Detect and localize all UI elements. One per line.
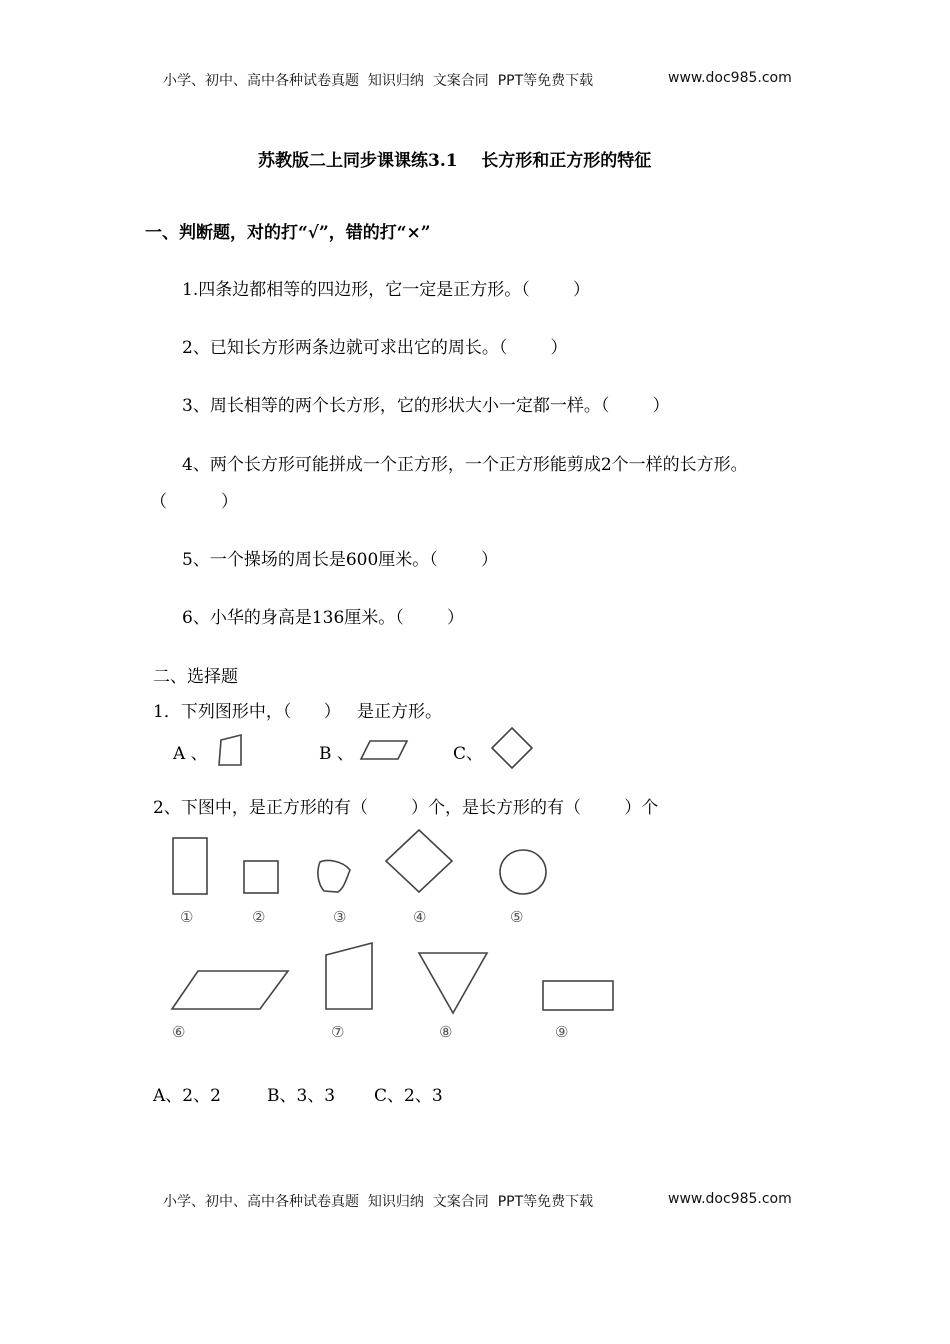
figure-4-diamond: [385, 829, 453, 893]
figure-label-3: ③: [333, 908, 347, 926]
option-c-diamond-shape: [491, 727, 533, 769]
option-b-parallelogram-shape: [360, 740, 408, 760]
figure-label-1: ①: [180, 908, 194, 926]
section1-heading: 一、判断题，对的打“√”，错的打“×”: [145, 223, 431, 243]
figure-5-circle: [498, 848, 548, 896]
figure-8-triangle: [417, 951, 489, 1015]
footer-url: www.doc985.com: [668, 1191, 792, 1207]
option-a-trapezoid-shape: [217, 734, 243, 766]
section2-heading: 二、选择题: [153, 667, 238, 687]
figure-label-5: ⑤: [510, 908, 524, 926]
figure-3-irregular-shape: [316, 858, 354, 894]
figure-6-parallelogram: [170, 969, 290, 1011]
option-a-label: A 、: [173, 744, 208, 764]
question-1-4-blank: （ ）: [150, 492, 239, 512]
figure-2-square: [243, 860, 279, 894]
header-url: www.doc985.com: [668, 70, 792, 86]
question-1-4: 4、两个长方形可能拼成一个正方形，一个正方形能剪成2个一样的长方形。: [182, 455, 748, 475]
answer-option-c: C、2、3: [374, 1086, 443, 1106]
question-1-6: 6、小华的身高是136厘米。（ ）: [182, 608, 464, 628]
figure-label-4: ④: [413, 908, 427, 926]
figure-1-tall-rectangle: [172, 837, 208, 895]
header-text: 小学、初中、高中各种试卷真题 知识归纳 文案合同 PPT等免费下载: [163, 73, 594, 89]
question-1-2: 2、已知长方形两条边就可求出它的周长。（ ）: [182, 338, 568, 358]
question-2-2: 2、下图中，是正方形的有（ ）个，是长方形的有（ ）个: [153, 798, 659, 818]
figure-label-9: ⑨: [555, 1023, 569, 1041]
page-title: 苏教版二上同步课课练3.1 长方形和正方形的特征: [258, 151, 652, 171]
figure-9-wide-rectangle: [542, 980, 614, 1011]
option-b-label: B 、: [319, 744, 354, 764]
figure-label-8: ⑧: [439, 1023, 453, 1041]
option-c-label: C、: [453, 744, 484, 764]
figure-label-6: ⑥: [172, 1023, 186, 1041]
answer-option-b: B、3、3: [267, 1086, 336, 1106]
figure-label-7: ⑦: [331, 1023, 345, 1041]
question-1-5: 5、一个操场的周长是600厘米。（ ）: [182, 550, 498, 570]
question-1-3: 3、周长相等的两个长方形，它的形状大小一定都一样。（ ）: [182, 396, 670, 416]
figure-label-2: ②: [252, 908, 266, 926]
question-2-1: 1．下列图形中，（ ） 是正方形。: [153, 702, 442, 722]
answer-option-a: A、2、2: [153, 1086, 221, 1106]
question-1-1: 1.四条边都相等的四边形，它一定是正方形。（ ）: [182, 280, 590, 300]
figure-7-trapezoid: [324, 941, 374, 1011]
footer-text: 小学、初中、高中各种试卷真题 知识归纳 文案合同 PPT等免费下载: [163, 1194, 594, 1210]
